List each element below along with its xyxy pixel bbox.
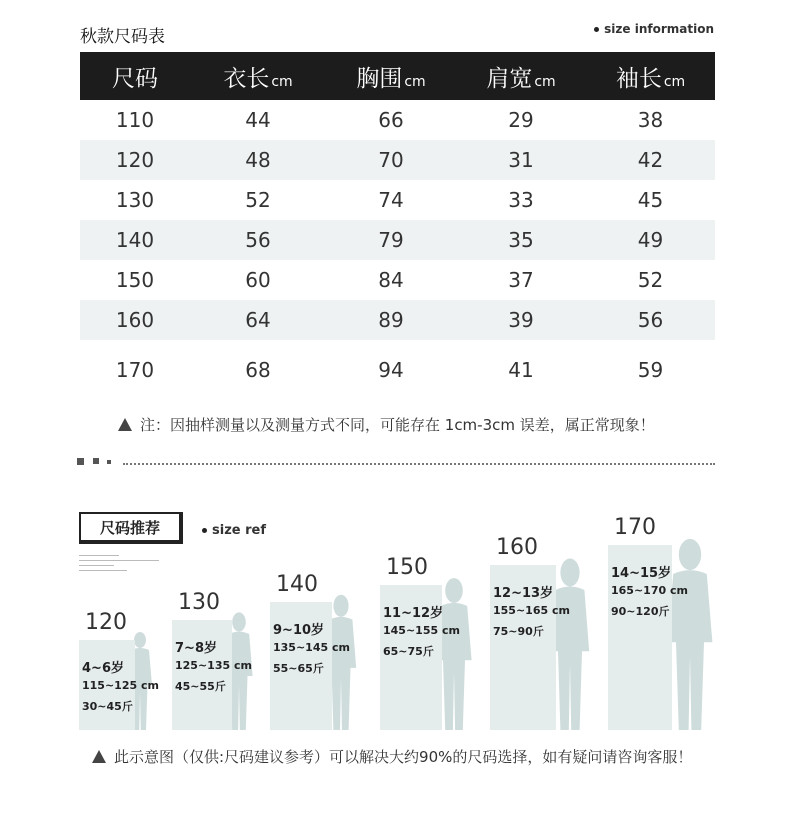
- table-row: 130 52 74 33 45: [115, 188, 664, 212]
- size-ref-text: size ref: [212, 523, 266, 538]
- age-range: 4~6岁: [82, 661, 124, 676]
- section-divider: [77, 458, 715, 468]
- decorative-line: [79, 560, 159, 561]
- chart-title: 秋款尺码表: [80, 27, 165, 47]
- table-row: 140 56 79 35 49: [80, 220, 715, 260]
- decorative-line: [79, 565, 114, 566]
- height-label: 160: [496, 535, 538, 560]
- age-range: 12~13岁: [493, 586, 554, 601]
- header-shoulder: 肩宽 cm: [486, 65, 556, 92]
- height-range: 165~170 cm: [611, 584, 688, 597]
- height-label: 140: [276, 572, 318, 597]
- height-label: 170: [614, 515, 656, 540]
- header-sleeve: 袖长 cm: [615, 65, 686, 92]
- table-row: 150 60 84 37 52: [115, 268, 664, 292]
- weight-range: 65~75斤: [383, 645, 434, 658]
- decorative-line: [79, 570, 127, 571]
- divider-square-icon: [77, 458, 84, 465]
- measurement-note: [118, 414, 655, 435]
- size-table: [80, 52, 715, 400]
- size-information-label: [594, 22, 714, 36]
- weight-range: 75~90斤: [493, 625, 544, 638]
- decorative-line: [79, 555, 119, 556]
- warning-icon: [118, 418, 132, 431]
- header-chest: 胸围 cm: [356, 65, 426, 92]
- height-range: 135~145 cm: [273, 641, 350, 654]
- bullet-icon: [594, 27, 599, 32]
- footer-note: [92, 746, 692, 767]
- weight-range: 45~55斤: [175, 680, 226, 693]
- table-row: 110 44 66 29 38: [115, 108, 664, 132]
- age-range: 14~15岁: [611, 566, 672, 581]
- height-range: 155~165 cm: [493, 604, 570, 617]
- divider-square-icon: [107, 460, 111, 464]
- bullet-icon: [202, 528, 207, 533]
- age-range: 9~10岁: [273, 623, 325, 638]
- divider-dotted-line: [123, 463, 715, 465]
- table-row: 170 68 94 41 59: [115, 358, 664, 382]
- header-size: 尺码: [112, 65, 158, 92]
- age-range: 7~8岁: [175, 641, 217, 656]
- size-information-text: size information: [604, 22, 714, 36]
- measurement-note-text: 注：因抽样测量以及测量方式不同，可能存在 1cm-3cm 误差，属正常现象！: [140, 416, 655, 434]
- divider-square-icon: [93, 458, 99, 464]
- age-range: 11~12岁: [383, 606, 444, 621]
- size-ref-label: [202, 523, 266, 538]
- header-length: 衣长 cm: [223, 65, 293, 92]
- height-label: 120: [85, 610, 127, 635]
- table-row: 160 64 89 39 56: [80, 300, 715, 340]
- height-range: 145~155 cm: [383, 624, 460, 637]
- footer-note-text: 此示意图（仅供:尺码建议参考）可以解决大约90%的尺码选择，如有疑问请咨询客服！: [114, 748, 693, 766]
- height-range: 115~125 cm: [82, 679, 159, 692]
- warning-icon: [92, 750, 106, 763]
- recommend-title: 尺码推荐: [79, 512, 183, 544]
- table-row: 120 48 70 31 42: [80, 140, 715, 180]
- height-label: 130: [178, 590, 220, 615]
- weight-range: 90~120斤: [611, 605, 670, 618]
- height-label: 150: [386, 555, 428, 580]
- table-header: [80, 52, 715, 100]
- height-range: 125~135 cm: [175, 659, 252, 672]
- weight-range: 55~65斤: [273, 662, 324, 675]
- weight-range: 30~45斤: [82, 700, 133, 713]
